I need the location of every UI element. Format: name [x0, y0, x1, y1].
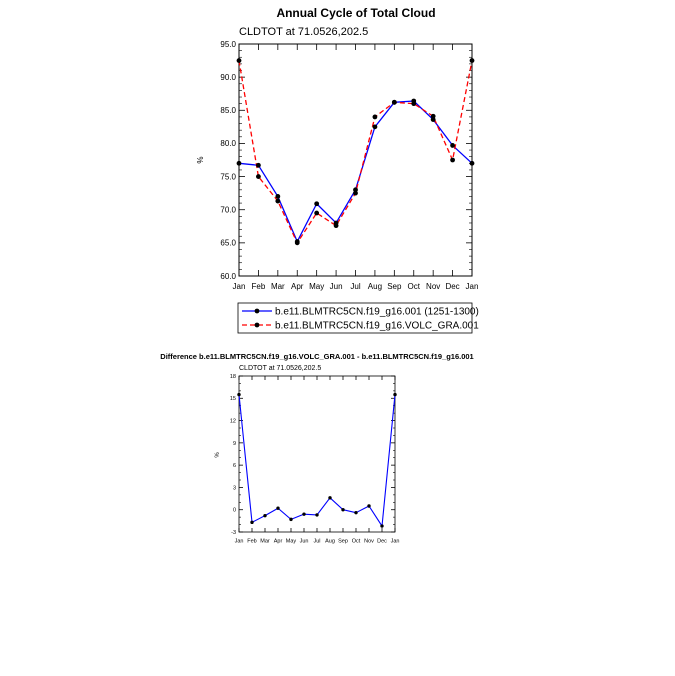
- x-tick-label: Nov: [426, 282, 441, 291]
- data-point-series-2: [411, 101, 416, 106]
- x-tick-label: May: [285, 538, 297, 545]
- x-tick-label: Jan: [390, 538, 400, 545]
- y-axis-label: %: [196, 156, 205, 164]
- y-tick-label: 3: [232, 485, 236, 492]
- x-tick-label: Dec: [377, 538, 387, 545]
- y-tick-label: 15: [229, 396, 236, 403]
- data-point-series-1: [250, 521, 253, 524]
- data-point-series-2: [392, 100, 397, 105]
- data-point-series-2: [256, 174, 261, 179]
- series-line-1: [239, 101, 472, 242]
- data-point-series-1: [315, 513, 318, 516]
- y-tick-label: 18: [229, 373, 236, 380]
- data-point-series-1: [314, 201, 319, 206]
- data-point-series-2: [237, 58, 242, 63]
- y-tick-label: 6: [232, 463, 236, 470]
- x-tick-label: Apr: [273, 538, 283, 545]
- data-point-series-2: [353, 191, 358, 196]
- data-point-series-2: [295, 240, 300, 245]
- data-point-series-1: [380, 524, 383, 527]
- x-tick-label: Sep: [387, 282, 402, 291]
- plot-area: [220, 40, 478, 291]
- y-tick-label: 80.0: [220, 139, 236, 149]
- data-point-series-1: [328, 496, 331, 499]
- legend-label-series-1: b.e11.BLMTRC5CN.f19_g16.001 (1251-1300): [275, 306, 479, 318]
- x-tick-label: Apr: [291, 282, 304, 291]
- x-tick-label: Sep: [338, 538, 348, 545]
- difference-plot-area: [230, 374, 400, 545]
- x-tick-label: Jan: [465, 282, 479, 291]
- y-tick-label: 75.0: [220, 172, 236, 182]
- chart-title: Annual Cycle of Total Cloud: [276, 6, 436, 20]
- x-tick-label: Jan: [234, 538, 244, 545]
- series-line-2: [239, 61, 472, 243]
- difference-title: Difference b.e11.BLMTRC5CN.f19_g16.VOLC_GRA.001 - b.e11.BLMTRC5CN.f19_g16.001: [160, 352, 474, 361]
- x-tick-label: Oct: [351, 538, 361, 545]
- y-tick-label: -3: [231, 529, 236, 536]
- data-point-series-2: [314, 211, 319, 216]
- data-point-series-1: [393, 393, 396, 396]
- y-tick-label: 9: [232, 440, 236, 447]
- data-point-series-1: [237, 161, 242, 166]
- legend-marker-series-1: [255, 309, 260, 314]
- x-tick-label: May: [309, 282, 325, 291]
- y-tick-label: 95.0: [220, 39, 236, 49]
- difference-y-axis-label: %: [215, 452, 221, 458]
- x-tick-label: Feb: [247, 538, 257, 545]
- data-point-series-2: [275, 199, 280, 204]
- x-tick-label: Aug: [325, 538, 335, 545]
- annual-cycle-chart: [196, 6, 479, 333]
- x-tick-label: Mar: [270, 282, 285, 291]
- data-point-series-1: [275, 194, 280, 199]
- y-tick-label: 90.0: [220, 72, 236, 82]
- data-point-series-1: [237, 393, 240, 396]
- data-point-series-1: [302, 512, 305, 515]
- data-point-series-1: [354, 511, 357, 514]
- legend-marker-series-2: [255, 323, 260, 328]
- legend: [238, 303, 479, 333]
- x-tick-label: Jun: [299, 538, 309, 545]
- data-point-series-1: [367, 504, 370, 507]
- x-tick-label: Jan: [232, 282, 246, 291]
- data-point-series-1: [276, 507, 279, 510]
- x-tick-label: Feb: [251, 282, 266, 291]
- x-tick-label: Nov: [364, 538, 374, 545]
- y-tick-label: 70.0: [220, 205, 236, 215]
- difference-plot-frame: [239, 376, 395, 532]
- series-line-1: [239, 395, 395, 526]
- y-tick-label: 0: [232, 507, 236, 514]
- x-tick-label: Aug: [367, 282, 383, 291]
- y-tick-label: 85.0: [220, 106, 236, 116]
- x-tick-label: Jul: [313, 538, 321, 545]
- y-tick-label: 60.0: [220, 271, 236, 281]
- y-tick-label: 65.0: [220, 238, 236, 248]
- x-tick-label: Mar: [260, 538, 270, 545]
- chart-subtitle: CLDTOT at 71.0526,202.5: [239, 26, 369, 38]
- data-point-series-2: [431, 114, 436, 119]
- legend-label-series-2: b.e11.BLMTRC5CN.f19_g16.VOLC_GRA.001: [275, 320, 479, 332]
- data-point-series-1: [341, 508, 344, 511]
- x-tick-label: Dec: [445, 282, 460, 291]
- x-tick-label: Jul: [350, 282, 361, 291]
- data-point-series-2: [373, 115, 378, 120]
- data-point-series-1: [289, 518, 292, 521]
- x-tick-label: Jun: [329, 282, 343, 291]
- data-point-series-1: [256, 163, 261, 168]
- data-point-series-1: [470, 161, 475, 166]
- difference-chart: [160, 352, 473, 545]
- data-point-series-2: [450, 158, 455, 163]
- data-point-series-2: [470, 58, 475, 63]
- y-tick-label: 12: [229, 418, 236, 425]
- data-point-series-1: [450, 143, 455, 148]
- data-point-series-1: [263, 514, 266, 517]
- x-tick-label: Oct: [407, 282, 420, 291]
- difference-subtitle: CLDTOT at 71.0526,202.5: [239, 365, 322, 372]
- data-point-series-1: [373, 124, 378, 129]
- data-point-series-2: [334, 223, 339, 228]
- plot-frame: [239, 44, 472, 276]
